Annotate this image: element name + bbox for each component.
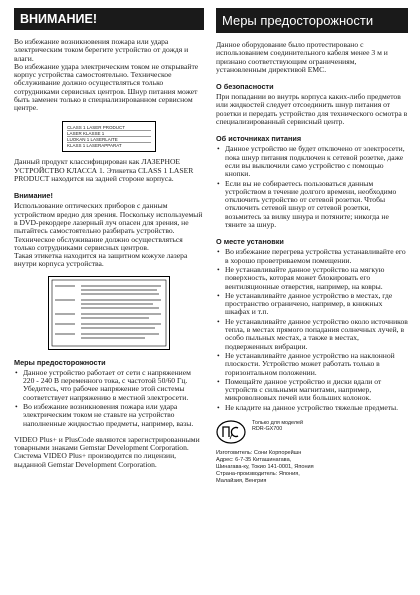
- class1-laser-label: [62, 121, 156, 153]
- list-item: • Не устанавливайте данное устройство на наклонной плоскости. Устройство может работать только в горизонтальном положении.: [216, 352, 408, 377]
- list-item: • Данное устройство работает от сети с напряжением 220 - 240 В переменного тока, с частотой 50/60 Гц. Убедитесь, что рабочее напряжение этой системы соответствует напряжению в местной электросети.: [14, 369, 204, 402]
- label-line: LASER KLASSE 1: [67, 131, 151, 137]
- precautions-title: Меры предосторожности: [216, 8, 408, 33]
- precautions-heading: Меры предосторожности: [14, 357, 106, 367]
- manufacturer-address: [216, 450, 408, 485]
- label-line: CLASS 1 LASER PRODUCT: [67, 125, 151, 131]
- list-item: • Во избежание возникновения пожара или удара электрическим током не ставьте на устройство наполненные жидкостью предметы, например, вазы.: [14, 403, 204, 428]
- list-item: • Не кладите на данное устройство тяжелые предметы.: [216, 404, 408, 412]
- placement-heading: О месте установки: [216, 237, 284, 247]
- label-location-text: Такая этикетка находится на защитном кожухе лазера внутри корпуса устройства.: [14, 251, 188, 269]
- list-item: • Данное устройство не будет отключено от электросети, пока шнур питания подключен к сетевой розетке, даже если вы выключили само устройство с помощью кнопки.: [216, 145, 408, 178]
- safety-heading: О безопасности: [216, 82, 274, 92]
- trademark-text: VIDEO Plus+ и PlusCode являются зарегистрированными товарными знаками Gemstar Development Corporation. Система VIDEO Plus+ производится по лицензии, выданной Gemstar Development Corporation.: [14, 434, 200, 469]
- model-code-line: Только для моделей: [252, 419, 304, 426]
- list-item: • Не устанавливайте данное устройство в местах, где пространство ограничено, например, в книжных шкафах и т.п.: [216, 292, 408, 317]
- list-item: • Если вы не собираетесь пользоваться данным устройством в течение долгого времени, необходимо отключить устройство от сетевой розетки. Чтобы отключить сетевой шнур от сетевой розетки, возьмитесь за вилку шнура и потяните; никогда не тяните за шнур.: [216, 180, 408, 230]
- address-line: Страна-производитель: Япония,: [216, 470, 300, 477]
- pct-certification-mark-icon: [216, 420, 246, 444]
- model-code-line: RDR-GX700: [252, 426, 283, 433]
- optical-caution-text: Использование оптических приборов с данным устройством вредно для зрения. Поскольку используемый в DVD-рекордере лазерный луч опасен для зрения, не пытайтесь самостоятельно разбирать устройство. Техническое обслуживание должно осуществляться только сотрудниками сервисных центров.: [14, 201, 203, 252]
- list-item: • Во избежание перегрева устройства устанавливайте его в хорошо проветриваемом помещении.: [216, 248, 408, 265]
- list-item: • Не устанавливайте данное устройство около источников тепла, в местах прямого попадания солнечных лучей, в особо пыльных местах, а также в местах, подверженных вибрации.: [216, 318, 408, 351]
- service-warning-text: Во избежание удара электрическим током не открывайте корпус устройства самостоятельно. Техническое обслуживание должно осуществляться только сотрудниками сервисных центров. Шнур питания может быть заменен только в специализированном сервисном центре.: [14, 61, 199, 113]
- list-item: • Не устанавливайте данное устройство на мягкую поверхность, которая может блокировать его вентиляционные отверстия, например, на ковры.: [216, 266, 408, 291]
- caution-heading: Внимание!: [14, 191, 53, 201]
- warning-title: ВНИМАНИЕ!: [14, 8, 204, 30]
- address-line: Шинагава-ку, Токио 141-0001, Япония: [216, 463, 314, 470]
- fire-warning-text: Во избежание возникновения пожара или удара электрическим током берегите устройство от дождя и влаги.: [14, 37, 189, 63]
- address-line: Адрес: 6-7-35 Киташинагава,: [216, 456, 292, 463]
- label-line: LUOKAN 1 LASERLAITE: [67, 137, 151, 143]
- laser-class-text: Данный продукт классифицирован как ЛАЗЕРНОЕ УСТРОЙСТВО КЛАССА 1. Этикетка CLASS 1 LASER PRODUCT находится на задней стороне корпуса.: [14, 157, 194, 184]
- label-line: KLASS 1 LASERAPPARAT: [67, 143, 122, 149]
- address-line: Изготовитель: Сони Корпорейшн: [216, 449, 302, 456]
- address-line: Малайзия, Венгрия: [216, 477, 267, 484]
- safety-text: При попадании во внутрь корпуса каких-либо предметов или жидкостей следует отсоединить шнур питания от розетки и передать устройство для технического осмотра в специализированный сервисный центр.: [216, 92, 408, 127]
- right-column: [216, 8, 408, 485]
- laser-label-graphic: [49, 277, 169, 349]
- laser-warning-label-image: [48, 276, 170, 350]
- list-item: • Помещайте данное устройство и диски вдали от устройств с сильными магнитами, например, микроволновых печей или больших колонок.: [216, 378, 408, 403]
- left-column: [14, 8, 204, 469]
- emc-text: Данное оборудование было протестировано с использованием соединительного кабеля менее 3 м и признано соответствующим ограничениям, установленным директивой EMC.: [216, 40, 388, 74]
- model-code: [252, 420, 303, 432]
- certification-block: [216, 420, 408, 444]
- power-heading: Об источниках питания: [216, 134, 302, 144]
